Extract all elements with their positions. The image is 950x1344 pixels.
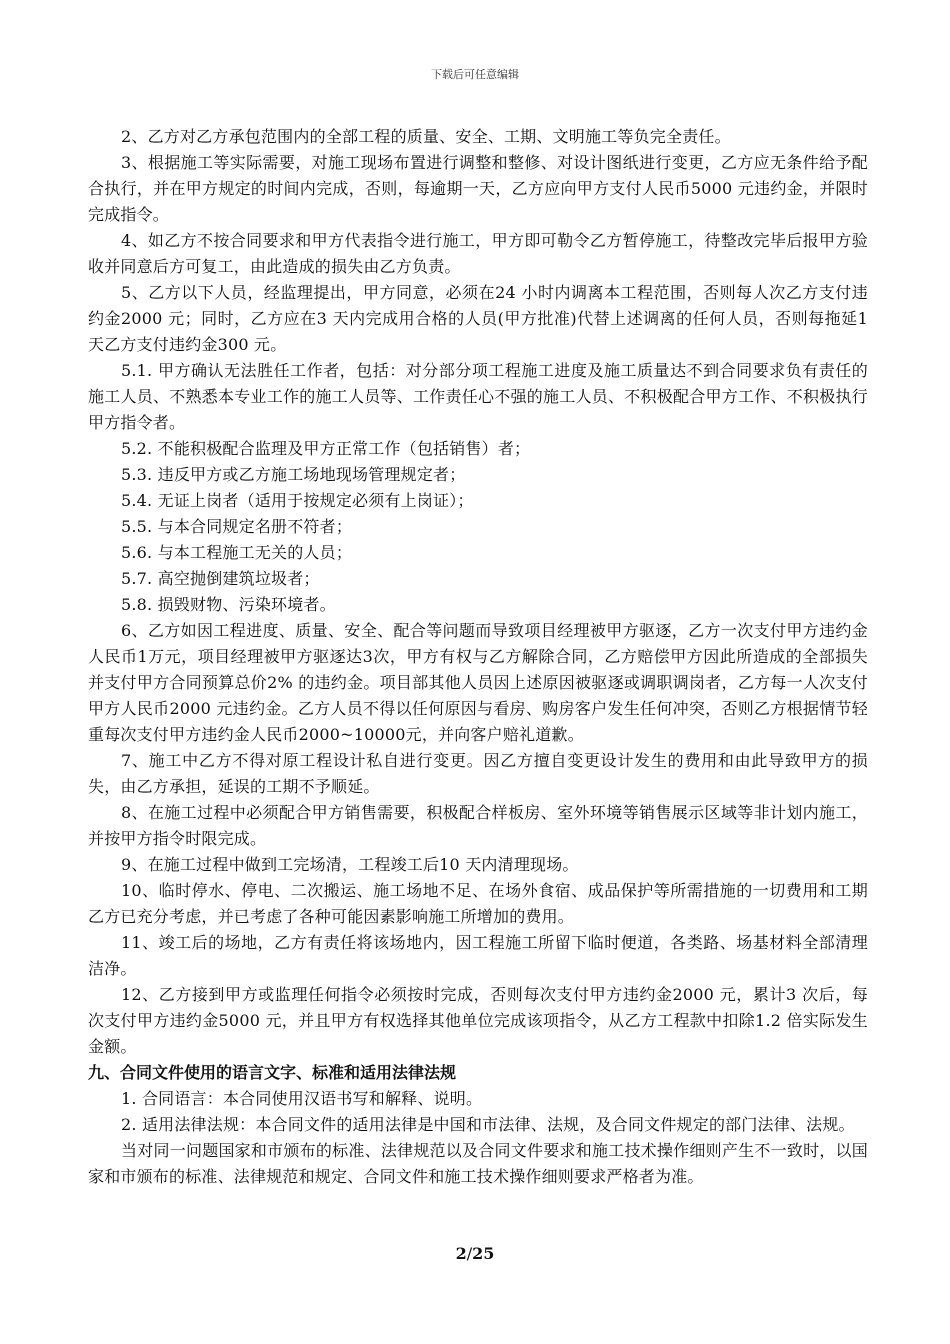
clause-6: 6、乙方如因工程进度、质量、安全、配合等问题而导致项目经理被甲方驱逐，乙方一次支付甲方违约金人民币1万元，项目经理被甲方驱逐达3次，甲方有权与乙方解除合同，乙方赔偿甲方因此所造成的全部损失并支付甲方合同预算总价2% 的违约金。项目部其他人员因上述原因被驱逐或调职调岗者，乙方每一人次支付甲方人民币2000 元违约金。乙方人员不得以任何原因与看房、购房客户发生任何冲突，否则乙方根据情节轻重每次支付甲方违约金人民币2000~10000元，并向客户赔礼道歉。 xyxy=(88,621,868,744)
clause-5-1: 5.1. 甲方确认无法胜任工作者，包括：对分部分项工程施工进度及施工质量达不到合同要求负有责任的施工人员、不熟悉本专业工作的施工人员等、工作责任心不强的施工人员、不积极配合甲方工作、不积极执行甲方指令者。 xyxy=(88,361,868,432)
page-separator: / xyxy=(466,1244,473,1263)
clause-7: 7、施工中乙方不得对原工程设计私自进行变更。因乙方擅自变更设计发生的费用和由此导致甲方的损失，由乙方承担，延误的工期不予顺延。 xyxy=(88,751,868,796)
document-body xyxy=(88,124,868,1190)
clause-2: 2、乙方对乙方承包范围内的全部工程的质量、安全、工期、文明施工等负完全责任。 xyxy=(121,127,731,146)
page-number xyxy=(0,1244,950,1263)
section-clause-2: 2. 适用法律法规：本合同文件的适用法律是中国和市法律、法规，及合同文件规定的部门法律、法规。 xyxy=(121,1115,855,1134)
clause-8: 8、在施工过程中必须配合甲方销售需要，积极配合样板房、室外环境等销售展示区域等非计划内施工，并按甲方指令时限完成。 xyxy=(88,803,868,848)
page-total: 25 xyxy=(472,1244,495,1263)
clause-10: 10、临时停水、停电、二次搬运、施工场地不足、在场外食宿、成品保护等所需措施的一切费用和工期乙方已充分考虑，并已考虑了各种可能因素影响施工所增加的费用。 xyxy=(88,881,868,926)
clause-9: 9、在施工过程中做到工完场清，工程竣工后10 天内清理现场。 xyxy=(121,855,579,874)
page-header: 下载后可任意编辑 xyxy=(431,68,519,81)
clause-5: 5、乙方以下人员，经监理提出，甲方同意，必须在24 小时内调离本工程范围，否则每人次乙方支付违约金2000 元；同时，乙方应在3 天内完成用合格的人员(甲方批准)代替上述调离的任何人员，否则每拖延1 天乙方支付违约金300 元。 xyxy=(88,283,868,354)
clause-11: 11、竣工后的场地，乙方有责任将该场地内，因工程施工所留下临时便道，各类路、场基材料全部清理洁净。 xyxy=(88,933,868,978)
clause-5-2: 5.2. 不能积极配合监理及甲方正常工作（包括销售）者； xyxy=(121,439,531,458)
clause-5-6: 5.6. 与本工程施工无关的人员； xyxy=(121,543,353,562)
clause-5-4: 5.4. 无证上岗者（适用于按规定必须有上岗证）； xyxy=(121,491,474,510)
clause-5-7: 5.7. 高空抛倒建筑垃圾者； xyxy=(121,569,320,588)
clause-4: 4、如乙方不按合同要求和甲方代表指令进行施工，甲方即可勒令乙方暂停施工，待整改完毕后报甲方验收并同意后方可复工，由此造成的损失由乙方负责。 xyxy=(88,231,868,276)
clause-3: 3、根据施工等实际需要，对施工现场布置进行调整和整修、对设计图纸进行变更，乙方应无条件给予配合执行，并在甲方规定的时间内完成，否则，每逾期一天，乙方应向甲方支付人民币5000 元违约金，并限时完成指令。 xyxy=(88,153,868,224)
page-current: 2 xyxy=(455,1244,467,1263)
clause-5-3: 5.3. 违反甲方或乙方施工场地现场管理规定者； xyxy=(121,465,466,484)
clause-5-8: 5.8. 损毁财物、污染环境者。 xyxy=(121,595,336,614)
clause-12: 12、乙方接到甲方或监理任何指令必须按时完成，否则每次支付甲方违约金2000 元，累计3 次后，每次支付甲方违约金5000 元，并且甲方有权选择其他单位完成该项指令，从乙方工程款中扣除1.2 倍实际发生金额。 xyxy=(88,985,868,1056)
section-heading: 九、合同文件使用的语言文字、标准和适用法律法规 xyxy=(88,1063,457,1082)
clause-5-5: 5.5. 与本合同规定名册不符者； xyxy=(121,517,353,536)
section-clause-1: 1. 合同语言：本合同使用汉语书写和解释、说明。 xyxy=(121,1089,483,1108)
section-clause-3: 当对同一问题国家和市颁布的标准、法律规范以及合同文件要求和施工技术操作细则产生不一致时，以国家和市颁布的标准、法律规范和规定、合同文件和施工技术操作细则要求严格者为准。 xyxy=(88,1141,868,1186)
